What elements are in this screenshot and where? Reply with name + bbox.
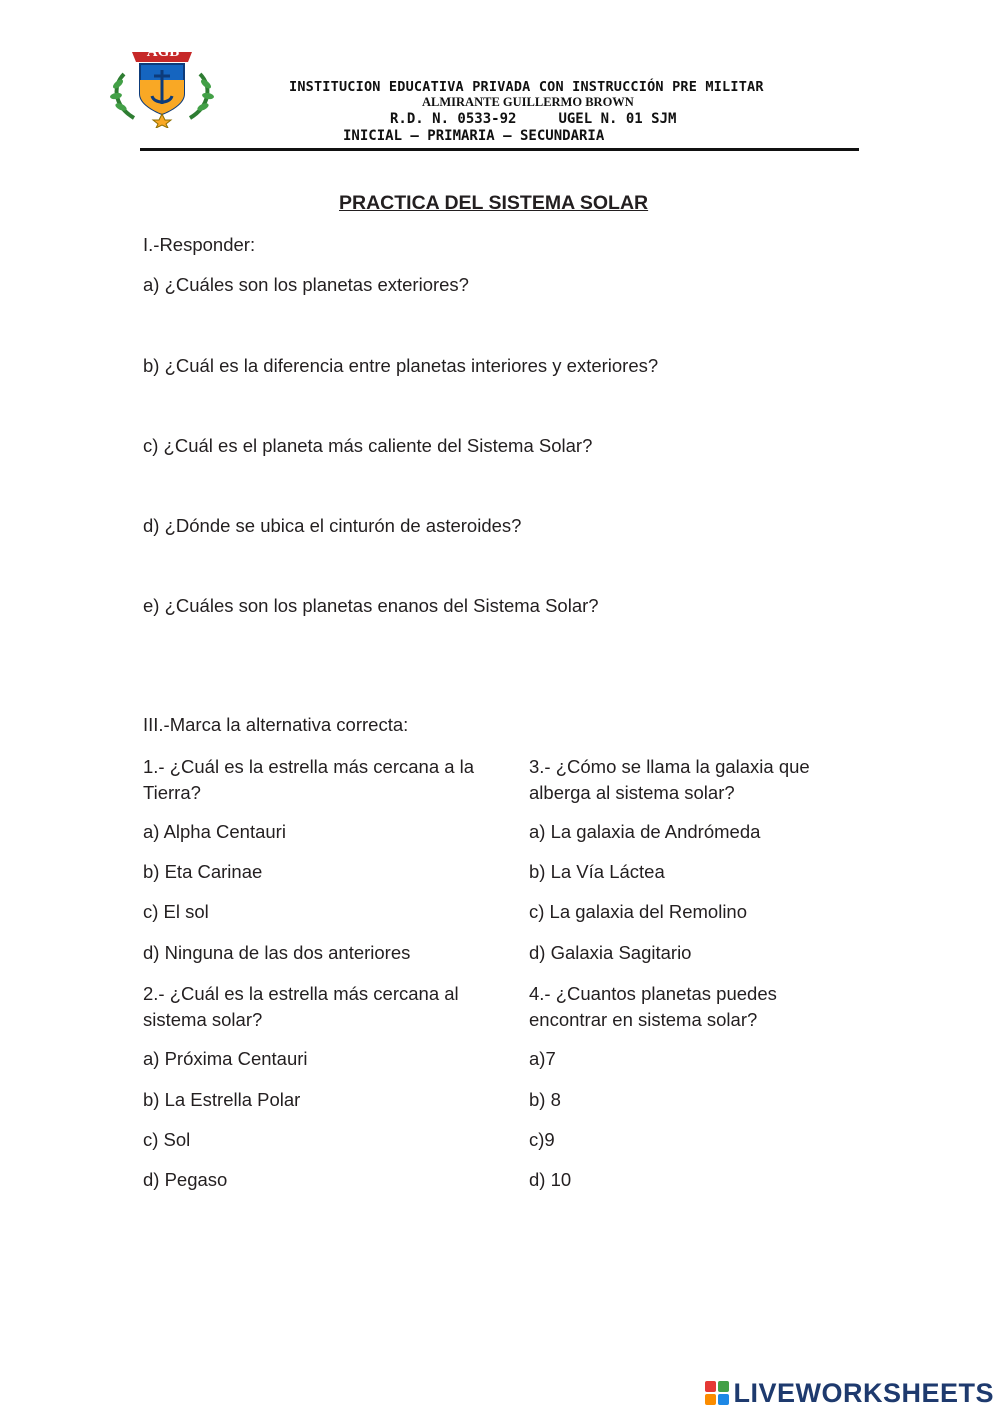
mc-question-4: 4.- ¿Cuantos planetas puedes encontrar en sistema solar? [529, 983, 777, 1030]
section3-heading: III.-Marca la alternativa correcta: [143, 714, 409, 735]
q2-option-c: c) Sol [143, 1129, 191, 1150]
institution-name: INSTITUCION EDUCATIVA PRIVADA CON INSTRUCCIÓN PRE MILITAR [289, 79, 764, 95]
registration-line [390, 111, 676, 127]
school-name: ALMIRANTE GUILLERMO BROWN [422, 95, 634, 109]
q1-option-b: b) Eta Carinae [143, 861, 263, 882]
q2-option-b: b) La Estrella Polar [143, 1089, 301, 1110]
q3-option-a: a) La galaxia de Andrómeda [529, 821, 761, 842]
header-divider [140, 148, 859, 151]
mc-question-3: 3.- ¿Cómo se llama la galaxia que alberga al sistema solar? [529, 756, 810, 803]
question-d: d) ¿Dónde se ubica el cinturón de asteroides? [143, 515, 522, 536]
q4-option-c: c)9 [529, 1129, 555, 1150]
school-levels: INICIAL – PRIMARIA – SECUNDARIA [343, 128, 605, 144]
rd-number: R.D. N. 0533-92 [390, 111, 517, 127]
q1-option-c: c) El sol [143, 901, 209, 922]
q3-option-d: d) Galaxia Sagitario [529, 942, 692, 963]
section1-heading: I.-Responder: [143, 234, 256, 255]
q2-option-d: d) Pegaso [143, 1169, 228, 1190]
question-b: b) ¿Cuál es la diferencia entre planetas interiores y exteriores? [143, 355, 659, 376]
q4-option-d: d) 10 [529, 1169, 572, 1190]
question-a: a) ¿Cuáles son los planetas exteriores? [143, 274, 469, 295]
liveworksheets-logo-icon [705, 1381, 729, 1405]
question-c: c) ¿Cuál es el planeta más caliente del Sistema Solar? [143, 435, 593, 456]
q3-option-c: c) La galaxia del Remolino [529, 901, 748, 922]
page-title: PRACTICA DEL SISTEMA SOLAR [339, 192, 649, 214]
liveworksheets-brand[interactable] [705, 1376, 994, 1410]
q4-option-b: b) 8 [529, 1089, 561, 1110]
q1-option-d: d) Ninguna de las dos anteriores [143, 942, 411, 963]
q2-option-a: a) Próxima Centauri [143, 1048, 308, 1069]
question-e: e) ¿Cuáles son los planetas enanos del Sistema Solar? [143, 595, 599, 616]
q1-option-a: a) Alpha Centauri [143, 821, 286, 842]
q3-option-b: b) La Vía Láctea [529, 861, 665, 882]
mc-question-1: 1.- ¿Cuál es la estrella más cercana a la Tierra? [143, 756, 475, 803]
brand-wordmark: LIVEWORKSHEETS [733, 1377, 994, 1408]
logo-text: AGB [146, 44, 180, 60]
ugel-number: UGEL N. 01 SJM [558, 111, 677, 127]
q4-option-a: a)7 [529, 1048, 556, 1069]
mc-question-2: 2.- ¿Cuál es la estrella más cercana al sistema solar? [143, 983, 459, 1030]
